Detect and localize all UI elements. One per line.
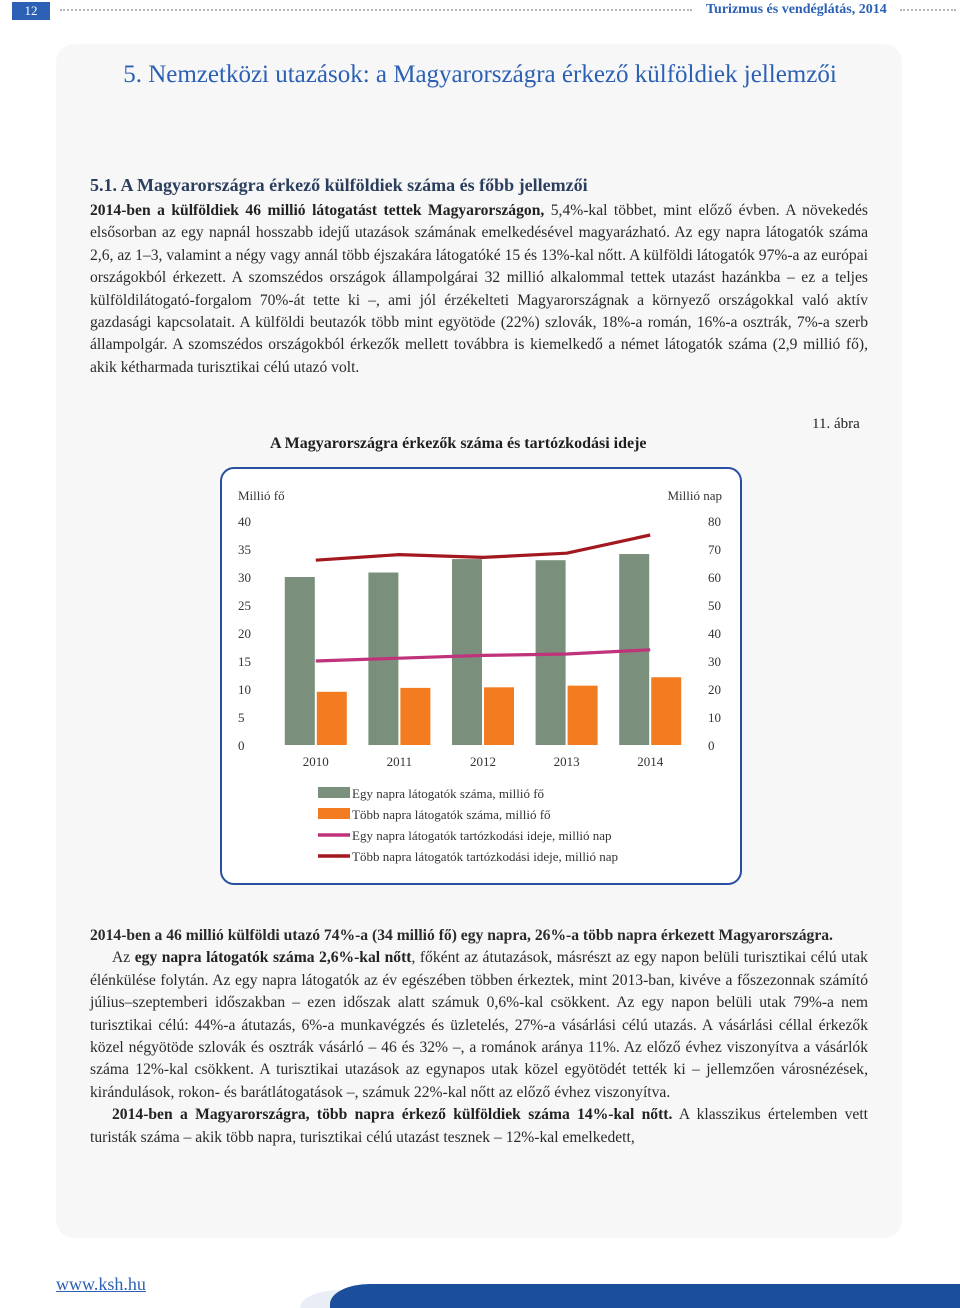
x-tick-label: 2012 xyxy=(470,754,496,769)
line-day-duration xyxy=(316,650,650,661)
body-p2-text: , főként az átutazások, másrészt az egy napon belüli turisztikai célú utak élénkülése folytán. Az egy napra látogatók az év egészében többen érkeztek, mint 2013-ban, kivéve a főszezonnak számító július–szeptemberi időszakban – ezen időszak alatt számuk 0,6%-kal csökkent. Az egy napon belüli utak 79%-a nem turisztikai célú: 44%-a átutazás, 6%-a munkavégzés és üzletelés, 27%-a vásárlási célú utazás. A vásárlási céllal érkezők közel négyötöde szlovák és osztrák vásárló – 46 és 32% –, a románok aránya 11%. Az előző évhez viszonyítva a vásárlók száma 12%-kal csökkent. A turisztikai utazások az egynapos utak közel egyötödét tették ki – jellemzően városnézések, kirándulások, rokon- és barátlátogatások –, számuk 22%-kal nőtt az előző évhez viszonyítva. xyxy=(90,949,868,1101)
x-tick-label: 2013 xyxy=(553,754,580,769)
bar-multi-day-visitors xyxy=(317,692,347,745)
legend-label: Egy napra látogatók száma, millió fő xyxy=(352,786,545,801)
header-divider-left xyxy=(60,9,692,11)
bar-day-visitors xyxy=(452,559,482,745)
body-paragraph-3 xyxy=(90,1104,868,1149)
y-right-tick-label: 50 xyxy=(708,598,721,613)
y-left-tick-label: 15 xyxy=(238,654,251,669)
figure-number: 11. ábra xyxy=(812,416,860,432)
header-divider-right xyxy=(900,9,956,11)
y-right-tick-label: 70 xyxy=(708,542,721,557)
intro-bold-lead: 2014-ben a külföldiek 46 millió látogatást tettek Magyarországon, xyxy=(90,202,545,219)
x-tick-label: 2011 xyxy=(386,754,413,769)
y-left-tick-label: 25 xyxy=(238,598,251,613)
line-multi-day-duration xyxy=(316,535,650,560)
legend-label: Több napra látogatók tartózkodási ideje, millió nap xyxy=(352,849,619,864)
bar-day-visitors xyxy=(285,577,315,745)
x-tick-label: 2014 xyxy=(637,754,664,769)
bar-multi-day-visitors xyxy=(484,687,514,745)
body-section xyxy=(90,925,868,1149)
y-left-tick-label: 5 xyxy=(238,710,245,725)
body-p2-bold: egy napra látogatók száma 2,6%-kal nőtt xyxy=(134,949,412,967)
x-tick-label: 2010 xyxy=(302,754,329,769)
body-paragraph-2 xyxy=(90,947,868,1104)
combo-chart xyxy=(222,469,740,883)
bar-multi-day-visitors xyxy=(400,688,430,745)
body-p2-start: Az xyxy=(112,949,135,967)
y-right-tick-label: 20 xyxy=(708,682,721,697)
bar-multi-day-visitors xyxy=(568,686,598,745)
y-right-axis-title: Millió nap xyxy=(667,488,722,503)
y-left-tick-label: 30 xyxy=(238,570,251,585)
body-p3-text: A klasszikus értelemben vett turisták száma – akik több napra, turisztikai célú utazást tesznek – 12%-kal emelkedett, xyxy=(90,1106,869,1146)
section-title: 5.1. A Magyarországra érkező külföldiek száma és főbb jellemzői xyxy=(90,175,588,195)
page-header xyxy=(0,0,960,20)
figure-title: A Magyarországra érkezők száma és tartózkodási ideje xyxy=(270,435,647,452)
y-right-tick-label: 0 xyxy=(708,738,715,753)
y-right-tick-label: 80 xyxy=(708,514,721,529)
running-title: Turizmus és vendéglátás, 2014 xyxy=(706,2,887,17)
y-left-tick-label: 0 xyxy=(238,738,245,753)
y-right-tick-label: 40 xyxy=(708,626,721,641)
y-right-tick-label: 30 xyxy=(708,654,721,669)
y-right-tick-label: 60 xyxy=(708,570,721,585)
y-left-tick-label: 40 xyxy=(238,514,251,529)
y-left-tick-label: 20 xyxy=(238,626,251,641)
page-number: 12 xyxy=(12,2,50,20)
body-bold-lead: 2014-ben a 46 millió külföldi utazó 74%-a (34 millió fő) egy napra, 26%-a több napra érkezett Magyarországra. xyxy=(90,927,833,944)
legend-swatch xyxy=(318,787,350,798)
legend-swatch xyxy=(318,808,350,819)
ksh-website-link[interactable]: www.ksh.hu xyxy=(56,1274,146,1294)
chart-frame xyxy=(220,467,742,885)
y-left-tick-label: 35 xyxy=(238,542,251,557)
chapter-title: 5. Nemzetközi utazások: a Magyarországra érkező külföldiek jellemzői xyxy=(123,61,837,88)
bar-multi-day-visitors xyxy=(651,677,681,745)
intro-text: 5,4%-kal többet, mint előző évben. A növekedés elsősorban az egy napnál hosszabb idejű utazások számának emelkedésével magyarázható. Az egy napra látogatók száma 2,6, az 1–3, valamint a négy vagy annál több éjszakára látogatóké 15 és 13%-kal nőtt. A külföldi látogatók 97%-a az európai országokból érkezett. A szomszédos országok állampolgárai 32 millió alkalommal tettek utazást hazánkba – ez a teljes külföldilátogató-forgalom 70%-át tette ki –, ami jól érzékelteti Magyarországnak a környező országokkal való aktív gazdasági kapcsolatait. A külföldi beutazók több mint egyötöde (22%) szlovák, 18%-a román, 16%-a osztrák, 7%-a szerb állampolgár. A szomszédos országokból érkezők mellett továbbra is kiemelkedő a német látogatók száma (2,9 millió fő), akik kétharmada turisztikai célú utazó volt. xyxy=(90,202,868,376)
intro-paragraph xyxy=(90,200,868,379)
body-p3-bold: 2014-ben a Magyarországra, több napra érkező külföldiek száma 14%-kal nőtt. xyxy=(112,1106,673,1124)
y-left-tick-label: 10 xyxy=(238,682,251,697)
footer-wave xyxy=(330,1284,960,1308)
legend-label: Több napra látogatók száma, millió fő xyxy=(352,807,551,822)
legend-label: Egy napra látogatók tartózkodási ideje, millió nap xyxy=(352,828,612,843)
y-right-tick-label: 10 xyxy=(708,710,721,725)
y-left-axis-title: Millió fő xyxy=(238,488,285,503)
